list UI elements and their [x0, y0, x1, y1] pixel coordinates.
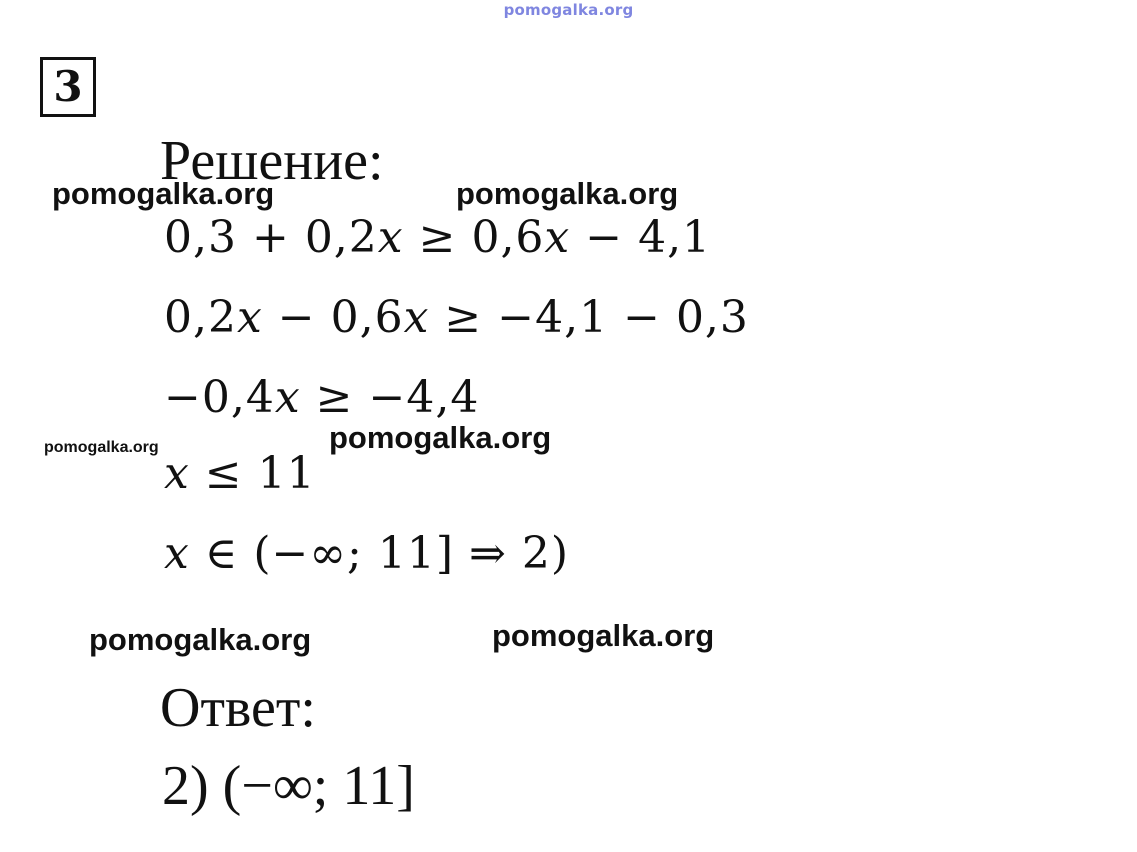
answer-heading: Ответ:	[160, 677, 316, 739]
solution-step-2: 0,2𝑥 − 0,6𝑥 ≥ −4,1 − 0,3	[164, 292, 749, 343]
problem-number-box	[40, 57, 96, 117]
site-watermark-top: pomogalka.org	[503, 1, 634, 19]
problem-number: 3	[53, 62, 83, 111]
solution-step-4: 𝑥 ≤ 11	[164, 448, 316, 499]
watermark: pomogalka.org	[52, 176, 275, 211]
watermark: pomogalka.org	[456, 176, 679, 211]
watermark: pomogalka.org	[492, 618, 715, 653]
watermark: pomogalka.org	[89, 622, 312, 657]
answer-value: 2) (−∞; 11]	[162, 755, 415, 817]
solution-step-1: 0,3 + 0,2𝑥 ≥ 0,6𝑥 − 4,1	[164, 212, 712, 263]
solution-heading: Решение:	[160, 130, 384, 192]
watermark: pomogalka.org	[44, 439, 159, 456]
solution-step-5: 𝑥 ∈ (−∞; 11] ⇒ 2)	[164, 528, 570, 579]
solution-step-3: −0,4𝑥 ≥ −4,4	[164, 372, 480, 423]
watermark: pomogalka.org	[329, 420, 552, 455]
